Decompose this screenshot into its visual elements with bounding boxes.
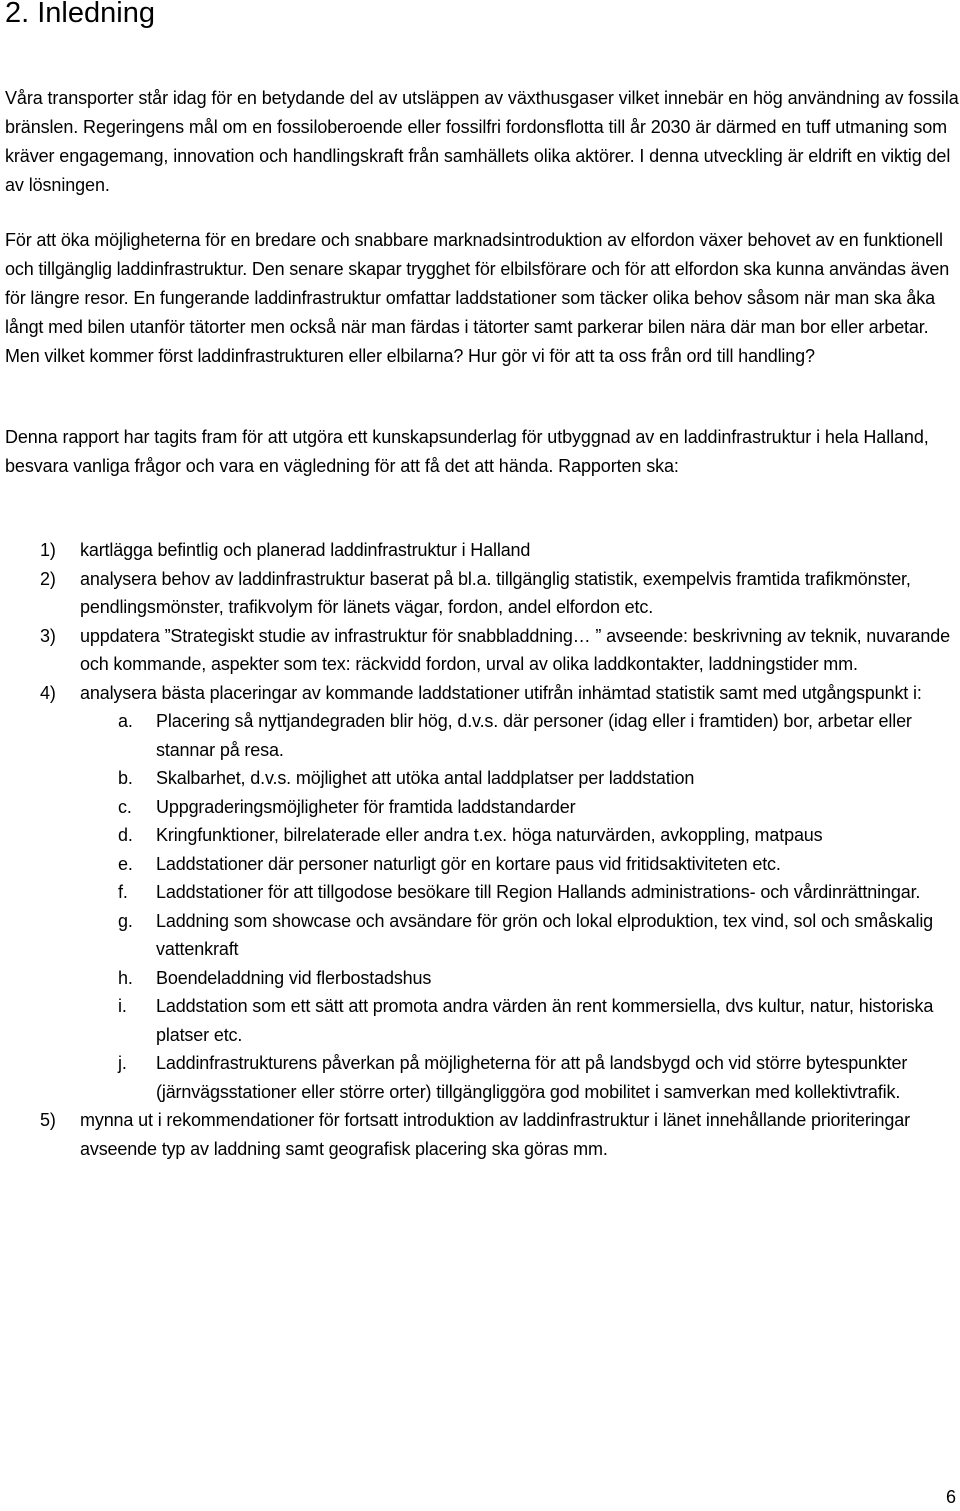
report-task-list: [0, 536, 960, 1163]
list-item: [0, 565, 960, 622]
sublist-marker: c.: [118, 796, 132, 817]
sublist-marker: g.: [118, 910, 133, 931]
sublist-marker: i.: [118, 996, 127, 1016]
list-marker: 5): [40, 1110, 56, 1130]
list-item-text: analysera bästa placeringar av kommande laddstationer utifrån inhämtad statistik samt med utgångspunkt i:: [80, 682, 922, 703]
page-number: 6: [945, 1487, 956, 1507]
sublist-item-text: Laddning som showcase och avsändare för grön och lokal elproduktion, tex vind, sol och småskalig vattenkraft: [156, 910, 934, 959]
sublist-item: [80, 850, 952, 879]
sublist-item-text: Laddstationer där personer naturligt gör en kortare paus vid fritidsaktiviteten etc.: [156, 853, 781, 874]
sublist-marker: e.: [118, 853, 133, 874]
list-item-text: uppdatera ”Strategiskt studie av infrastruktur för snabbladdning… ” avseende: beskrivning av teknik, nuvarande och kommande, aspekter som tex: räckvidd fordon, urval av olika laddkontakter, laddningstider mm.: [80, 625, 951, 674]
list-item: [0, 679, 960, 1107]
list-marker: 1): [40, 540, 56, 560]
sublist-item-text: Uppgraderingsmöjligheter för framtida laddstandarder: [156, 796, 576, 817]
list-item: [0, 536, 960, 565]
paragraph-intro: Våra transporter står idag för en betydande del av utsläppen av växthusgaser vilket innebär en hög användning av fossila bränslen. Regeringens mål om en fossiloberoende eller fossilfri fordonsflotta till år 2030 är därmed en tuff utmaning som kräver engagemang, innovation och handlingskraft från samhällets olika aktörer. I denna utveckling är eldrift en viktig del av lösningen.: [5, 88, 959, 195]
sublist-item: [80, 764, 952, 793]
sublist-marker: f.: [118, 882, 128, 902]
placement-criteria-sublist: [80, 707, 952, 1106]
sublist-item-text: Placering så nyttjandegraden blir hög, d.v.s. där personer (idag eller i framtiden) bor, arbetar eller stannar på resa.: [156, 711, 912, 760]
list-marker: 2): [40, 568, 56, 589]
list-item-text: kartlägga befintlig och planerad laddinfrastruktur i Halland: [80, 540, 531, 560]
list-item-text: analysera behov av laddinfrastruktur baserat på bl.a. tillgänglig statistik, exempelvis framtida trafikmönster, pendlingsmönster, trafikvolym för länets vägar, fordon, andel elfordon etc.: [80, 568, 911, 617]
list-item: [0, 622, 960, 679]
sublist-marker: d.: [118, 825, 133, 845]
sublist-item: [80, 907, 952, 964]
paragraph-report: Denna rapport har tagits fram för att utgöra ett kunskapsunderlag för utbyggnad av en laddinfrastruktur i hela Halland, besvara vanliga frågor och vara en vägledning för att få det att hända. Rapporten ska:: [5, 427, 929, 476]
list-marker: 3): [40, 625, 56, 646]
sublist-item-text: Laddstation som ett sätt att promota andra värden än rent kommersiella, dvs kultur, natur, historiska platser etc.: [156, 996, 934, 1045]
sublist-item: [80, 821, 952, 850]
sublist-marker: h.: [118, 967, 133, 988]
sublist-item-text: Skalbarhet, d.v.s. möjlighet att utöka antal laddplatser per laddstation: [156, 768, 695, 788]
sublist-marker: j.: [118, 1053, 127, 1073]
sublist-item: [80, 1049, 952, 1106]
sublist-marker: a.: [118, 711, 133, 731]
sublist-marker: b.: [118, 768, 133, 788]
paragraph-infrastructure: För att öka möjligheterna för en bredare och snabbare marknadsintroduktion av elfordon växer behovet av en funktionell och tillgänglig laddinfrastruktur. Den senare skapar trygghet för elbilsförare och för att elfordon ska kunna användas även för längre resor. En fungerande laddinfrastruktur omfattar laddstationer som täcker olika behov såsom när man ska åka långt med bilen utanför tätorter men också när man färdas i tätorter samt parkerar bilen nära där man bor eller arbetar. Men vilket kommer först laddinfrastrukturen eller elbilarna? Hur gör vi för att ta oss från ord till handling?: [5, 230, 950, 366]
sublist-item-text: Boendeladdning vid flerbostadshus: [156, 967, 432, 988]
sublist-item: [80, 964, 952, 993]
sublist-item: [80, 992, 952, 1049]
section-heading: 2. Inledning: [5, 0, 155, 29]
list-item: [0, 1106, 960, 1163]
sublist-item-text: Kringfunktioner, bilrelaterade eller andra t.ex. höga naturvärden, avkoppling, matpaus: [156, 825, 823, 845]
sublist-item-text: Laddinfrastrukturens påverkan på möjligheterna för att på landsbygd och vid större bytespunkter (järnvägsstationer eller större orter) tillgängliggöra god mobilitet i samverkan med kollektivtrafik.: [156, 1053, 908, 1102]
sublist-item: [80, 793, 952, 822]
sublist-item: [80, 878, 952, 907]
sublist-item: [80, 707, 952, 764]
list-marker: 4): [40, 682, 56, 703]
sublist-item-text: Laddstationer för att tillgodose besökare till Region Hallands administrations- och vårdinrättningar.: [156, 882, 921, 902]
list-item-text: mynna ut i rekommendationer för fortsatt introduktion av laddinfrastruktur i länet innehållande prioriteringar avseende typ av laddning samt geografisk placering ska göras mm.: [80, 1110, 910, 1159]
